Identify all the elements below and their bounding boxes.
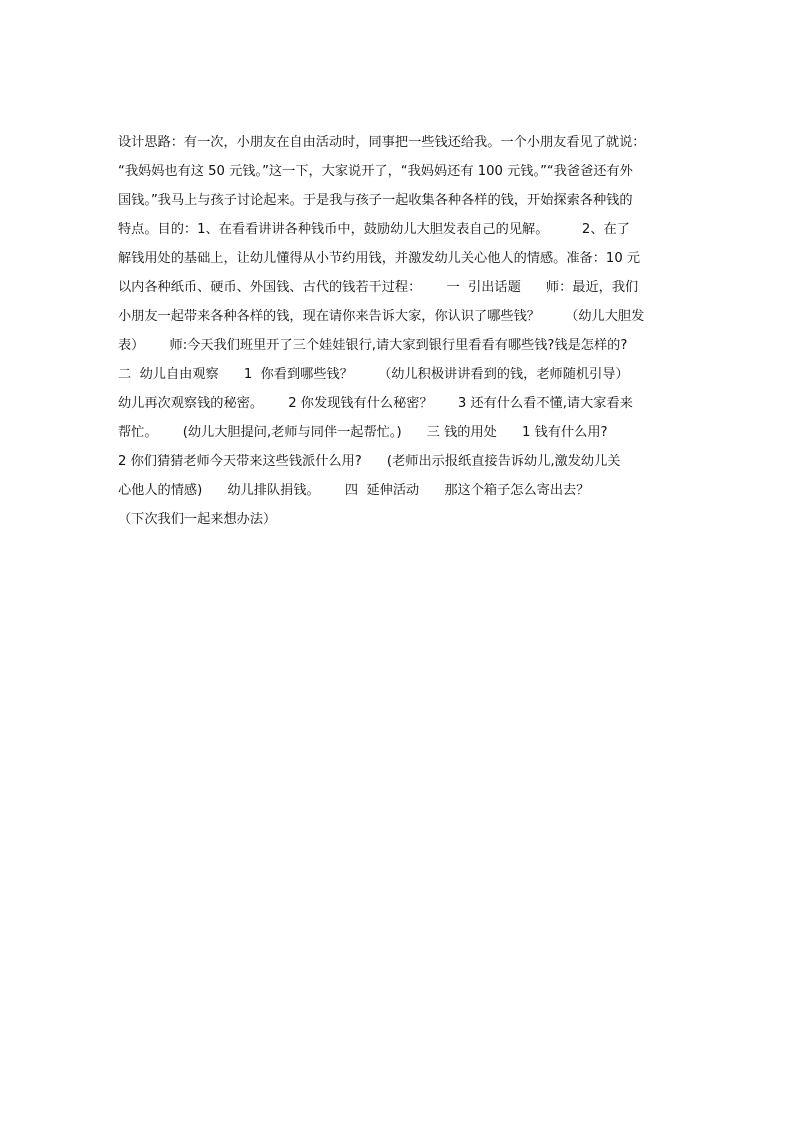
text-line: 特点。目的：1、在看看讲讲各种钱币中，鼓励幼儿大胆发表自己的见解。 2、在了 bbox=[118, 222, 630, 237]
text-line: 国钱。”我马上与孩子讨论起来。于是我与孩子一起收集各种各样的钱，开始探索各种钱的 bbox=[118, 193, 633, 208]
document-body bbox=[118, 128, 680, 534]
text-line: （下次我们一起来想办法） bbox=[118, 512, 277, 527]
text-line: 2 你们猜猜老师今天带来这些钱派什么用? (老师出示报纸直接告诉幼儿,激发幼儿关 bbox=[118, 454, 621, 469]
text-line: 心他人的情感) 幼儿排队捐钱。 四 延伸活动 那这个箱子怎么寄出去？ bbox=[118, 483, 590, 498]
text-line: “我妈妈也有这 50 元钱。”这一下，大家说开了，“我妈妈还有 100 元钱。”“我爸爸还有外 bbox=[118, 164, 633, 179]
text-line: 小朋友一起带来各种各样的钱，现在请你来告诉大家，你认识了哪些钱？ （幼儿大胆发 bbox=[118, 309, 645, 324]
text-line: 表） 师:今天我们班里开了三个娃娃银行,请大家到银行里看看有哪些钱?钱是怎样的? bbox=[118, 338, 628, 353]
text-line: 二 幼儿自由观察 1 你看到哪些钱？ （幼儿积极讲讲看到的钱，老师随机引导） bbox=[118, 367, 629, 382]
text-line: 设计思路：有一次，小朋友在自由活动时，同事把一些钱还给我。一个小朋友看见了就说： bbox=[118, 135, 646, 150]
text-line: 解钱用处的基础上，让幼儿懂得从小节约用钱，并激发幼儿关心他人的情感。准备：10 元 bbox=[118, 251, 641, 266]
text-line: 幼儿再次观察钱的秘密。 2 你发现钱有什么秘密？ 3 还有什么看不懂,请大家看来 bbox=[118, 396, 633, 411]
text-line: 以内各种纸币、硬币、外国钱、古代的钱若干过程： 一 引出话题 师：最近，我们 bbox=[118, 280, 639, 295]
text-line: 帮忙。 (幼儿大胆提问,老师与同伴一起帮忙。) 三 钱的用处 1 钱有什么用? bbox=[118, 425, 608, 440]
